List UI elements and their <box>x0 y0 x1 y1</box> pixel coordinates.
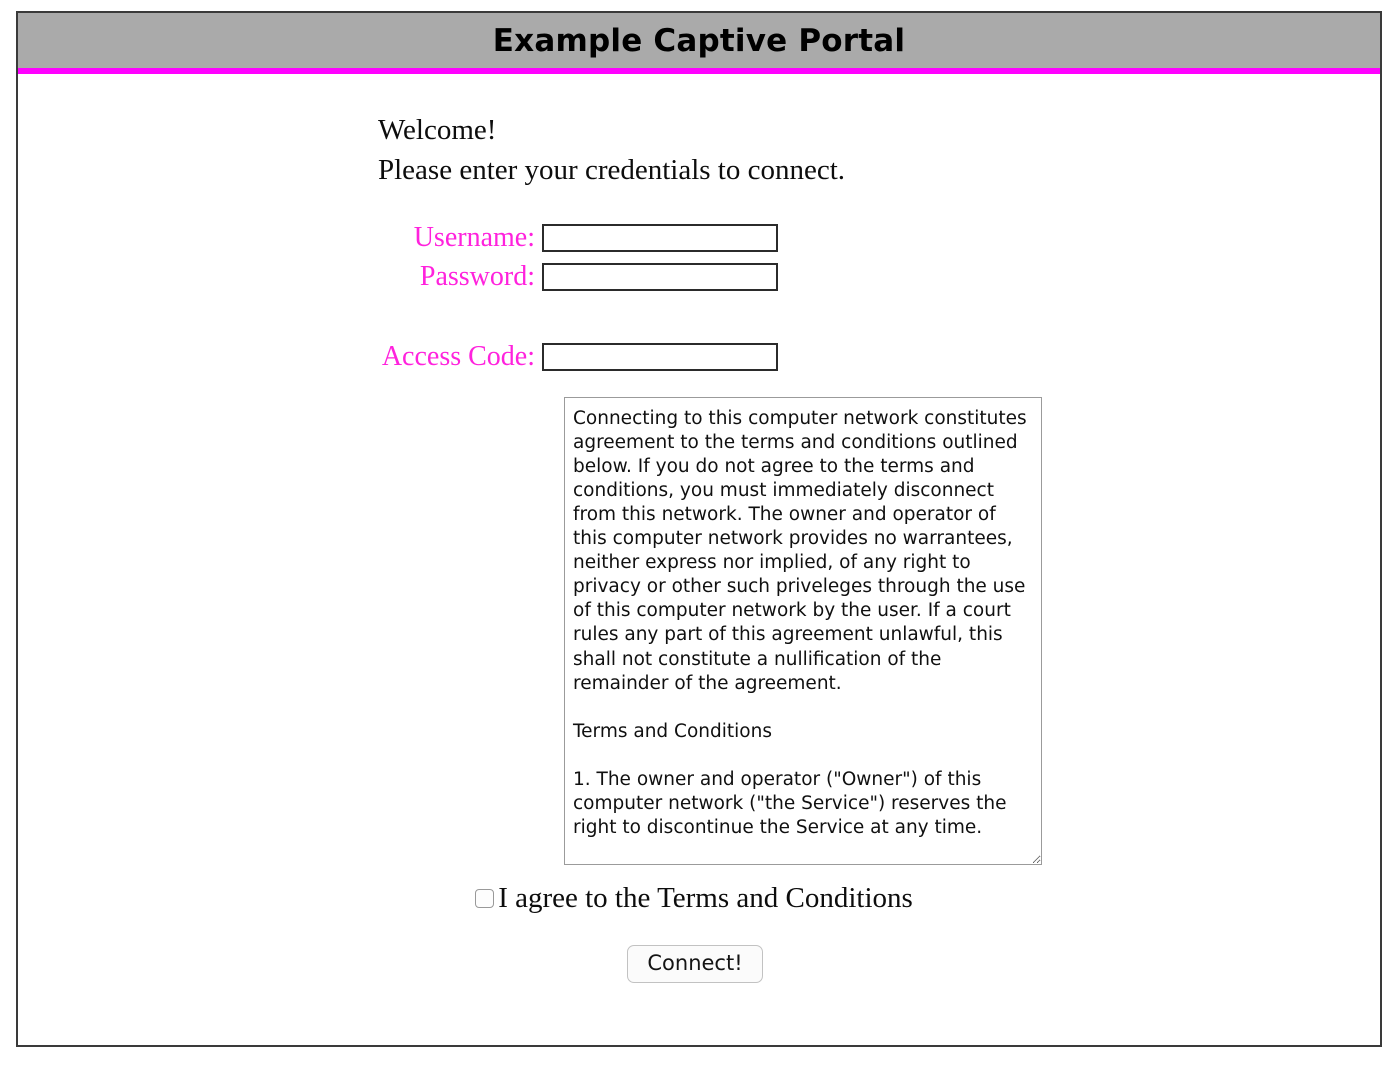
captive-portal-page <box>16 11 1382 1047</box>
terms-and-conditions-textarea[interactable] <box>564 397 1042 865</box>
agreement-row <box>18 882 1380 915</box>
connect-button[interactable]: Connect! <box>627 945 762 983</box>
agree-terms-label: I agree to the Terms and Conditions <box>498 882 913 915</box>
portal-body <box>18 74 1380 983</box>
access-code-input[interactable] <box>542 343 778 371</box>
welcome-instruction: Please enter your credentials to connect. <box>378 154 846 187</box>
access-code-row <box>18 341 1380 373</box>
username-label: Username: <box>413 222 535 254</box>
credentials-form <box>18 222 1380 373</box>
submit-row <box>18 945 1380 983</box>
username-input[interactable] <box>542 224 778 252</box>
agree-terms-checkbox[interactable] <box>475 889 494 908</box>
password-row <box>18 261 1380 293</box>
password-input[interactable] <box>542 263 778 291</box>
terms-section <box>564 397 1380 870</box>
portal-header <box>18 13 1380 74</box>
access-code-label: Access Code: <box>381 341 535 373</box>
welcome-heading: Welcome! <box>378 114 497 146</box>
welcome-message <box>378 110 1380 190</box>
password-label: Password: <box>419 261 535 293</box>
username-row <box>18 222 1380 254</box>
page-title: Example Captive Portal <box>492 22 906 59</box>
